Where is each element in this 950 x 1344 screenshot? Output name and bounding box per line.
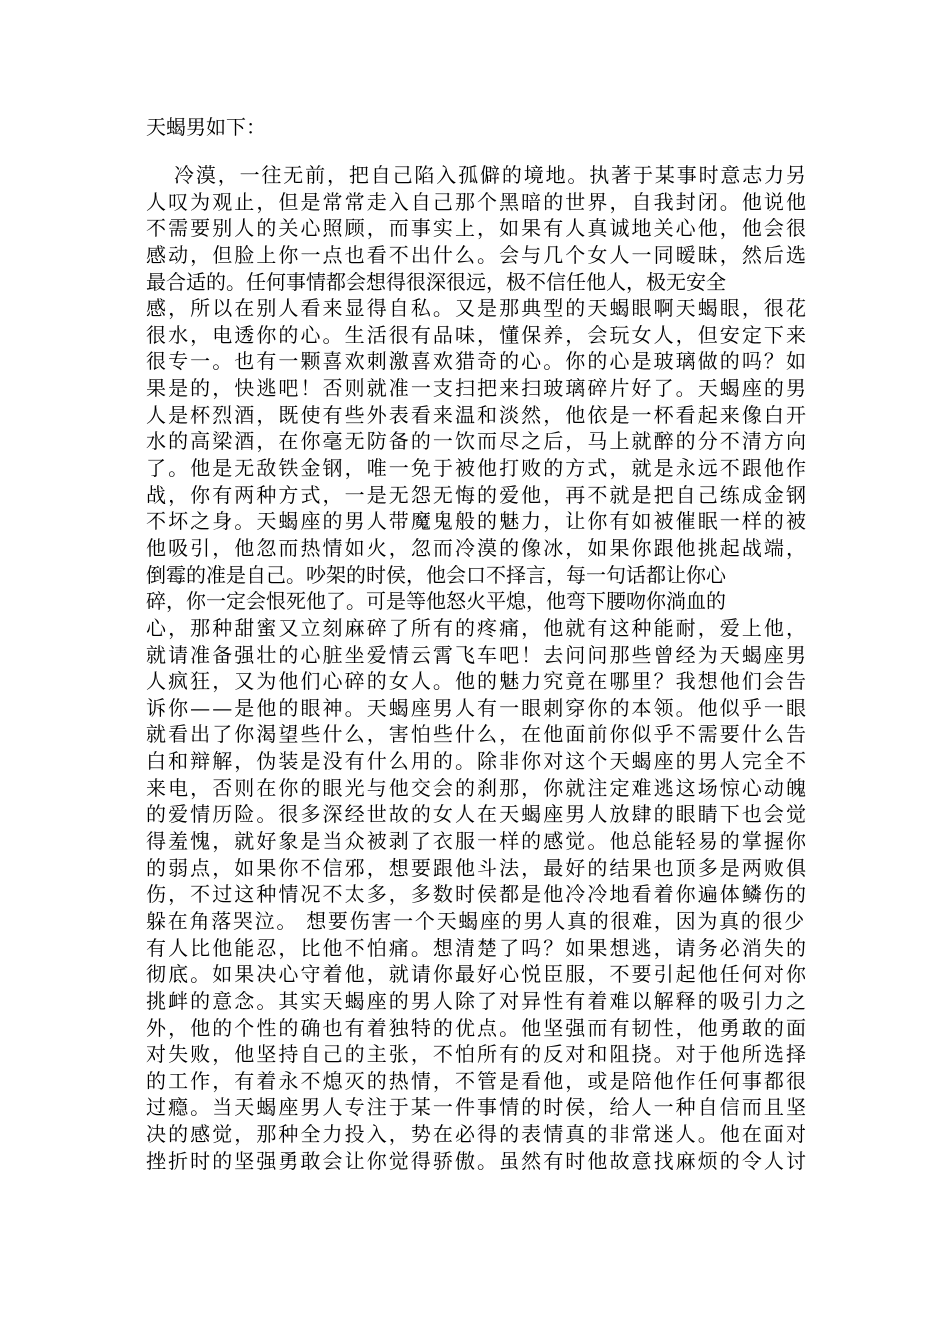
body-text-line: 最合适的。任何事情都会想得很深很远，极不信任他人，极无安全: [146, 269, 726, 294]
body-text-line: 冷漠，一往无前，把自己陷入孤僻的境地。执著于某事时意志力另: [174, 163, 808, 187]
body-text-line: 了。他是无敌铁金钢，唯一免于被他打败的方式，就是永远不跟他作: [146, 456, 809, 481]
body-text-line: 战，你有两种方式，一是无怨无悔的爱他，再不就是把自己练成金钢: [146, 482, 809, 507]
body-text-line: 不需要别人的关心照顾，而事实上，如果有人真诚地关心他，他会很: [146, 216, 809, 241]
body-text-line: 感，所以在别人看来显得自私。又是那典型的天蝎眼啊天蝎眼，很花: [146, 296, 809, 321]
body-text-line: 对失败，他坚持自己的主张，不怕所有的反对和阻挠。对于他所选择: [146, 1042, 809, 1067]
body-text-line: 的爱情历险。很多深经世故的女人在天蝎座男人放肆的眼睛下也会觉: [146, 802, 809, 827]
body-text-line: 人叹为观止，但是常常走入自己那个黑暗的世界，自我封闭。他说他: [146, 189, 809, 214]
body-text-line: 人是杯烈酒，既使有些外表看来温和淡然，他依是一杯看起来像白开: [146, 402, 809, 427]
body-text-line: 很专一。也有一颗喜欢刺激喜欢猎奇的心。你的心是玻璃做的吗？如: [146, 349, 809, 374]
body-text-line: 碎，你一定会恨死他了。可是等他怒火平熄，他弯下腰吻你淌血的: [146, 589, 726, 614]
body-text-line: 外，他的个性的确也有着独特的优点。他坚强而有韧性，他勇敢的面: [146, 1015, 809, 1040]
body-text-line: 彻底。如果决心守着他，就请你最好心悦臣服，不要引起他任何对你: [146, 962, 809, 987]
body-text-line: 挫折时的坚强勇敢会让你觉得骄傲。虽然有时他故意找麻烦的令人讨: [146, 1148, 809, 1173]
body-text-line: 诉你——是他的眼神。天蝎座男人有一眼刺穿你的本领。他似乎一眼: [146, 695, 809, 720]
body-text-line: 不坏之身。天蝎座的男人带魔鬼般的魅力，让你有如被催眠一样的被: [146, 509, 809, 534]
body-text-line: 伤，不过这种情况不太多，多数时侯都是他冷冷地看着你遍体鳞伤的: [146, 882, 809, 907]
body-text-line: 决的感觉，那种全力投入，势在必得的表情真的非常迷人。他在面对: [146, 1122, 809, 1147]
body-text-line: 的弱点，如果你不信邪，想要跟他斗法，最好的结果也顶多是两败俱: [146, 855, 809, 880]
body-text-line: 水的高梁酒，在你毫无防备的一饮而尽之后，马上就醉的分不清方向: [146, 429, 809, 454]
body-text-line: 人疯狂，又为他们心碎的女人。他的魅力究竟在哪里？我想他们会告: [146, 669, 809, 694]
body-text-line: 过瘾。当天蝎座男人专注于某一件事情的时侯，给人一种自信而且坚: [146, 1095, 809, 1120]
body-text-line: 倒霉的准是自己。吵架的时侯，他会口不择言，每一句话都让你心: [146, 562, 726, 587]
body-text-line: 白和辩解，伪装是没有什么用的。除非你对这个天蝎座的男人完全不: [146, 749, 809, 774]
body-text-line: 来电，否则在你的眼光与他交会的刹那，你就注定难逃这场惊心动魄: [146, 775, 809, 800]
body-text-line: 得羞愧，就好象是当众被剥了衣服一样的感觉。他总能轻易的掌握你: [146, 829, 809, 854]
body-text-line: 心，那种甜蜜又立刻麻碎了所有的疼痛，他就有这种能耐，爱上他，: [146, 615, 809, 640]
body-text-line: 就请准备强壮的心脏坐爱情云霄飞车吧！去问问那些曾经为天蝎座男: [146, 642, 809, 667]
body-text-line: 的工作，有着永不熄灭的热情，不管是看他，或是陪他作任何事都很: [146, 1068, 809, 1093]
body-text-line: 挑衅的意念。其实天蝎座的男人除了对异性有着难以解释的吸引力之: [146, 988, 809, 1013]
body-text-line: 果是的，快逃吧！否则就准一支扫把来扫玻璃碎片好了。天蝎座的男: [146, 376, 809, 401]
body-text-line: 有人比他能忍，比他不怕痛。想清楚了吗？如果想逃，请务必消失的: [146, 935, 809, 960]
document-heading: 天蝎男如下：: [146, 115, 266, 139]
body-text-line: 躲在角落哭泣。 想要伤害一个天蝎座的男人真的很难，因为真的很少: [146, 908, 806, 933]
body-text-line: 就看出了你渴望些什么，害怕些什么，在他面前你似乎不需要什么告: [146, 722, 809, 747]
body-text-line: 感动，但脸上你一点也看不出什么。会与几个女人一同暧昧，然后选: [146, 242, 809, 267]
body-text-line: 很水，电透你的心。生活很有品味，懂保养，会玩女人，但安定下来: [146, 322, 809, 347]
body-text-line: 他吸引，他忽而热情如火，忽而冷漠的像冰，如果你跟他挑起战端，: [146, 535, 809, 560]
document-body: [146, 162, 809, 1174]
